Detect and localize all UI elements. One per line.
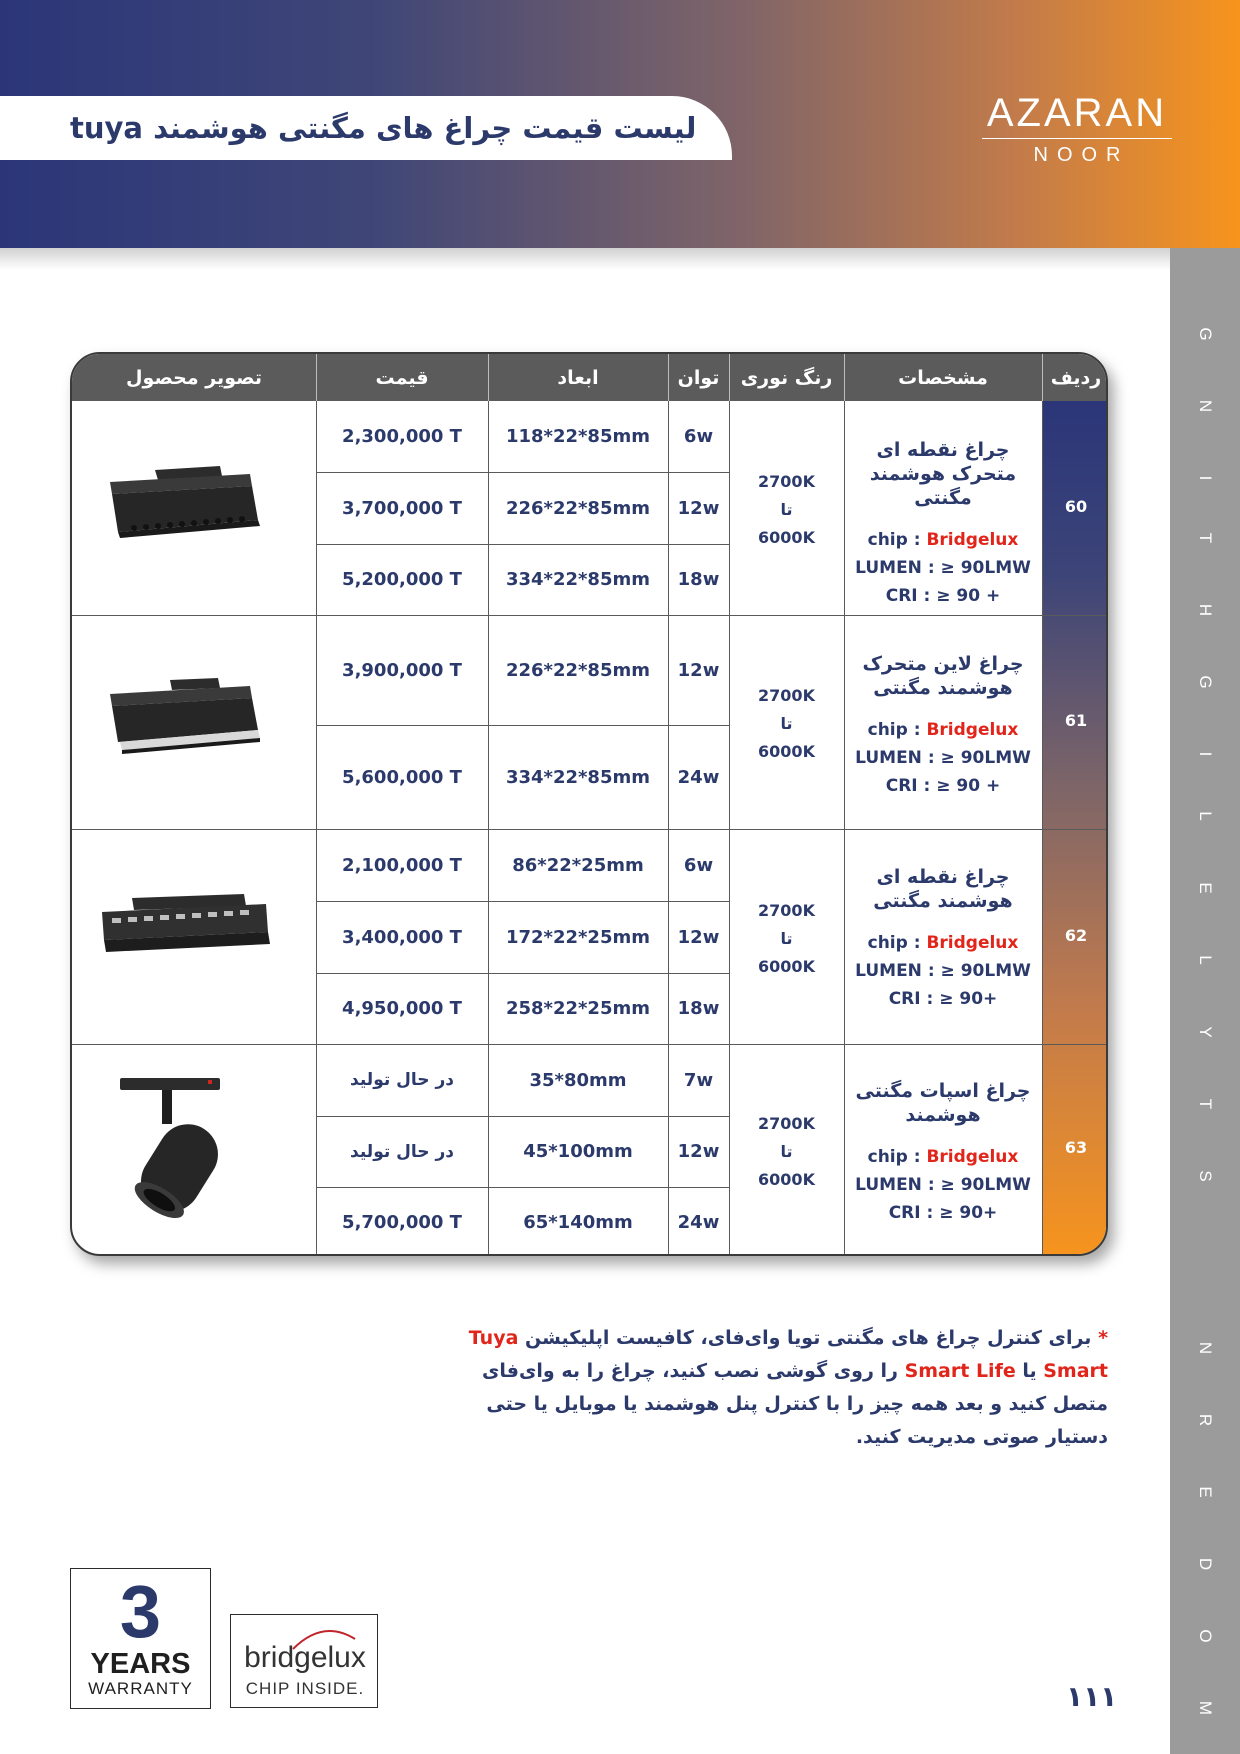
row-number: 62 — [1064, 926, 1088, 945]
side-letter: T — [1196, 532, 1215, 544]
power-cell: 6w — [683, 854, 714, 876]
side-letter: D — [1196, 1557, 1215, 1571]
side-letter: R — [1196, 1413, 1215, 1427]
product-image-linear-tracklight — [100, 676, 270, 766]
lumen-line: LUMEN : ≥ 90LMW — [855, 558, 1031, 578]
warranty-number: 3 — [119, 1570, 162, 1653]
header-dimensions: ابعاد — [557, 366, 599, 389]
header-separator — [316, 354, 317, 401]
side-letter: N — [1196, 399, 1215, 413]
dimensions-cell: 334*22*85mm — [505, 569, 650, 590]
bridgelux-wordmark: bridgelux — [244, 1641, 366, 1674]
side-letter: G — [1196, 675, 1215, 689]
price-cell: 2,300,000 T — [342, 426, 462, 447]
row-number: 61 — [1064, 711, 1088, 730]
spec-lines — [844, 716, 1042, 800]
price-cell: 2,100,000 T — [342, 854, 462, 876]
page-number: ۱۱۱ — [1066, 1680, 1118, 1713]
header-cct: رنگ نوری — [740, 366, 833, 389]
side-letter: I — [1196, 751, 1215, 757]
warranty-word: WARRANTY — [88, 1679, 193, 1698]
cct-from: 2700K — [758, 472, 815, 491]
lumen-line: LUMEN : ≥ 90LMW — [855, 748, 1031, 768]
cri-line: CRI : ≥ 90 + — [885, 776, 1001, 796]
product-image-cylinder-spotlight — [112, 1074, 262, 1224]
header-separator — [668, 354, 669, 401]
cri-line: CRI : ≥ 90 + — [885, 586, 1001, 606]
header-separator — [1042, 354, 1043, 401]
product-image-grille-tracklight — [94, 892, 274, 972]
spec-lines — [844, 1143, 1042, 1227]
header-separator — [844, 354, 845, 401]
side-letter: S — [1196, 1170, 1215, 1182]
logo-divider — [982, 138, 1172, 139]
price-cell: در حال تولید — [350, 1070, 454, 1090]
cct-from: 2700K — [758, 1114, 815, 1133]
side-letter: L — [1196, 955, 1215, 965]
chip-brand: Bridgelux — [926, 1147, 1019, 1167]
price-cell: 5,600,000 T — [342, 766, 462, 788]
price-cell: 3,900,000 T — [342, 659, 462, 681]
header-separator — [488, 354, 489, 401]
power-cell: 6w — [683, 426, 714, 447]
dimensions-cell: 334*22*85mm — [505, 766, 650, 788]
chip-line — [844, 1143, 1042, 1171]
color-temperature — [729, 682, 844, 766]
header-power: توان — [677, 366, 720, 389]
chip-line — [844, 716, 1042, 744]
side-letter: H — [1196, 603, 1215, 617]
title-bar — [0, 96, 732, 160]
app-control-note — [440, 1322, 1108, 1454]
power-cell: 18w — [677, 998, 720, 1019]
cct-to-word: تا — [780, 714, 793, 733]
cct-to: 6000K — [758, 528, 815, 547]
app-name-tuya: Tuya Smart — [468, 1327, 1108, 1382]
row-number: 60 — [1064, 497, 1088, 516]
note-text: یا — [1015, 1360, 1044, 1382]
power-cell: 12w — [677, 1141, 720, 1162]
note-text: را روی گوشی نصب کنید، چراغ را به وای‌فای متصل کنید و بعد همه چیز را با کنترل پنل هوشمند یا موبایل یا حتی دستیار صوتی مدیریت کنید. — [482, 1360, 1108, 1448]
azaran-noor-logo — [982, 92, 1172, 167]
power-cell: 24w — [677, 1212, 720, 1233]
price-cell: 5,200,000 T — [342, 569, 462, 590]
power-cell: 12w — [677, 659, 720, 681]
side-letter: L — [1196, 811, 1215, 821]
note-text: برای کنترل چراغ های مگنتی تویا وای‌فای، کافیست اپلیکیشن — [518, 1327, 1099, 1349]
cri-line: CRI : ≥ 90+ — [888, 1203, 998, 1223]
dimensions-cell: 226*22*85mm — [505, 659, 650, 681]
dimensions-cell: 258*22*25mm — [505, 998, 650, 1019]
chip-label: chip : — [867, 933, 927, 953]
chip-line — [844, 526, 1042, 554]
cct-to-word: تا — [780, 929, 793, 948]
note-asterisk: * — [1098, 1327, 1108, 1349]
side-letter: N — [1196, 1341, 1215, 1355]
color-temperature — [729, 1110, 844, 1194]
side-letter: I — [1196, 475, 1215, 481]
side-letter: M — [1196, 1700, 1215, 1716]
header-image: تصویر محصول — [126, 366, 262, 389]
spec-lines — [844, 526, 1042, 610]
cct-to-word: تا — [780, 1142, 793, 1161]
lumen-line: LUMEN : ≥ 90LMW — [855, 961, 1031, 981]
power-cell: 12w — [677, 497, 720, 519]
dimensions-cell: 226*22*85mm — [505, 497, 650, 519]
cct-to: 6000K — [758, 957, 815, 976]
side-letter: E — [1196, 882, 1215, 894]
chip-label: chip : — [867, 530, 927, 550]
color-temperature — [729, 897, 844, 981]
dimensions-cell: 86*22*25mm — [512, 854, 644, 876]
side-letter: E — [1196, 1486, 1215, 1498]
product-name: چراغ اسپات مگنتی هوشمند — [855, 1080, 1031, 1126]
chip-brand: Bridgelux — [926, 933, 1019, 953]
product-image-spot-tracklight — [100, 462, 270, 552]
price-table — [70, 352, 1108, 1256]
header-shadow — [0, 248, 1240, 270]
dimensions-cell: 172*22*25mm — [505, 926, 650, 948]
dimensions-cell: 118*22*85mm — [505, 426, 650, 447]
cct-from: 2700K — [758, 901, 815, 920]
header-radif: ردیف — [1050, 366, 1102, 389]
power-cell: 7w — [683, 1069, 714, 1091]
dimensions-cell: 45*100mm — [523, 1141, 633, 1162]
price-cell: 4,950,000 T — [342, 998, 462, 1019]
lumen-line: LUMEN : ≥ 90LMW — [855, 1175, 1031, 1195]
cct-to-word: تا — [780, 500, 793, 519]
chip-line — [844, 929, 1042, 957]
price-cell: 3,400,000 T — [342, 926, 462, 948]
side-band — [1170, 248, 1240, 1754]
side-letter: G — [1196, 327, 1215, 341]
warranty-years: YEARS — [90, 1648, 191, 1680]
chip-brand: Bridgelux — [926, 530, 1019, 550]
side-letter: Y — [1196, 1026, 1215, 1038]
power-cell: 24w — [677, 766, 720, 788]
logo-sub-text: NOOR — [1033, 144, 1130, 166]
side-letter: T — [1196, 1098, 1215, 1110]
bridgelux-chip-inside: CHIP INSIDE. — [245, 1679, 365, 1698]
product-name: چراغ نقطه ای متحرک هوشمند مگنتی — [869, 439, 1017, 509]
cct-from: 2700K — [758, 686, 815, 705]
cct-to: 6000K — [758, 742, 815, 761]
power-cell: 18w — [677, 569, 720, 590]
cct-to: 6000K — [758, 1170, 815, 1189]
power-cell: 12w — [677, 926, 720, 948]
product-specs — [844, 1079, 1042, 1227]
product-specs — [844, 865, 1042, 1013]
bridgelux-badge — [230, 1614, 378, 1708]
product-name: چراغ لاین متحرک هوشمند مگنتی — [862, 653, 1024, 699]
price-cell: در حال تولید — [350, 1141, 454, 1162]
app-name-smartlife: Smart Life — [904, 1360, 1016, 1382]
product-specs — [844, 652, 1042, 800]
spec-lines — [844, 929, 1042, 1013]
header-separator — [729, 354, 730, 401]
row-number: 63 — [1064, 1138, 1088, 1157]
price-cell: 5,700,000 T — [342, 1212, 462, 1233]
chip-brand: Bridgelux — [926, 720, 1019, 740]
product-name: چراغ نقطه ای هوشمند مگنتی — [873, 866, 1013, 912]
chip-label: chip : — [867, 1147, 927, 1167]
warranty-badge — [70, 1568, 211, 1709]
header-price: قیمت — [375, 366, 429, 389]
cri-line: CRI : ≥ 90+ — [888, 989, 998, 1009]
logo-main-text: AZARAN — [986, 91, 1168, 135]
product-specs — [844, 438, 1042, 610]
dimensions-cell: 65*140mm — [523, 1212, 633, 1233]
side-letter: O — [1196, 1629, 1215, 1643]
dimensions-cell: 35*80mm — [529, 1069, 627, 1091]
chip-label: chip : — [867, 720, 927, 740]
price-cell: 3,700,000 T — [342, 497, 462, 519]
header-specs: مشخصات — [898, 366, 988, 389]
page-title: لیست قیمت چراغ های مگنتی هوشمند tuya — [70, 111, 697, 145]
color-temperature — [729, 468, 844, 552]
